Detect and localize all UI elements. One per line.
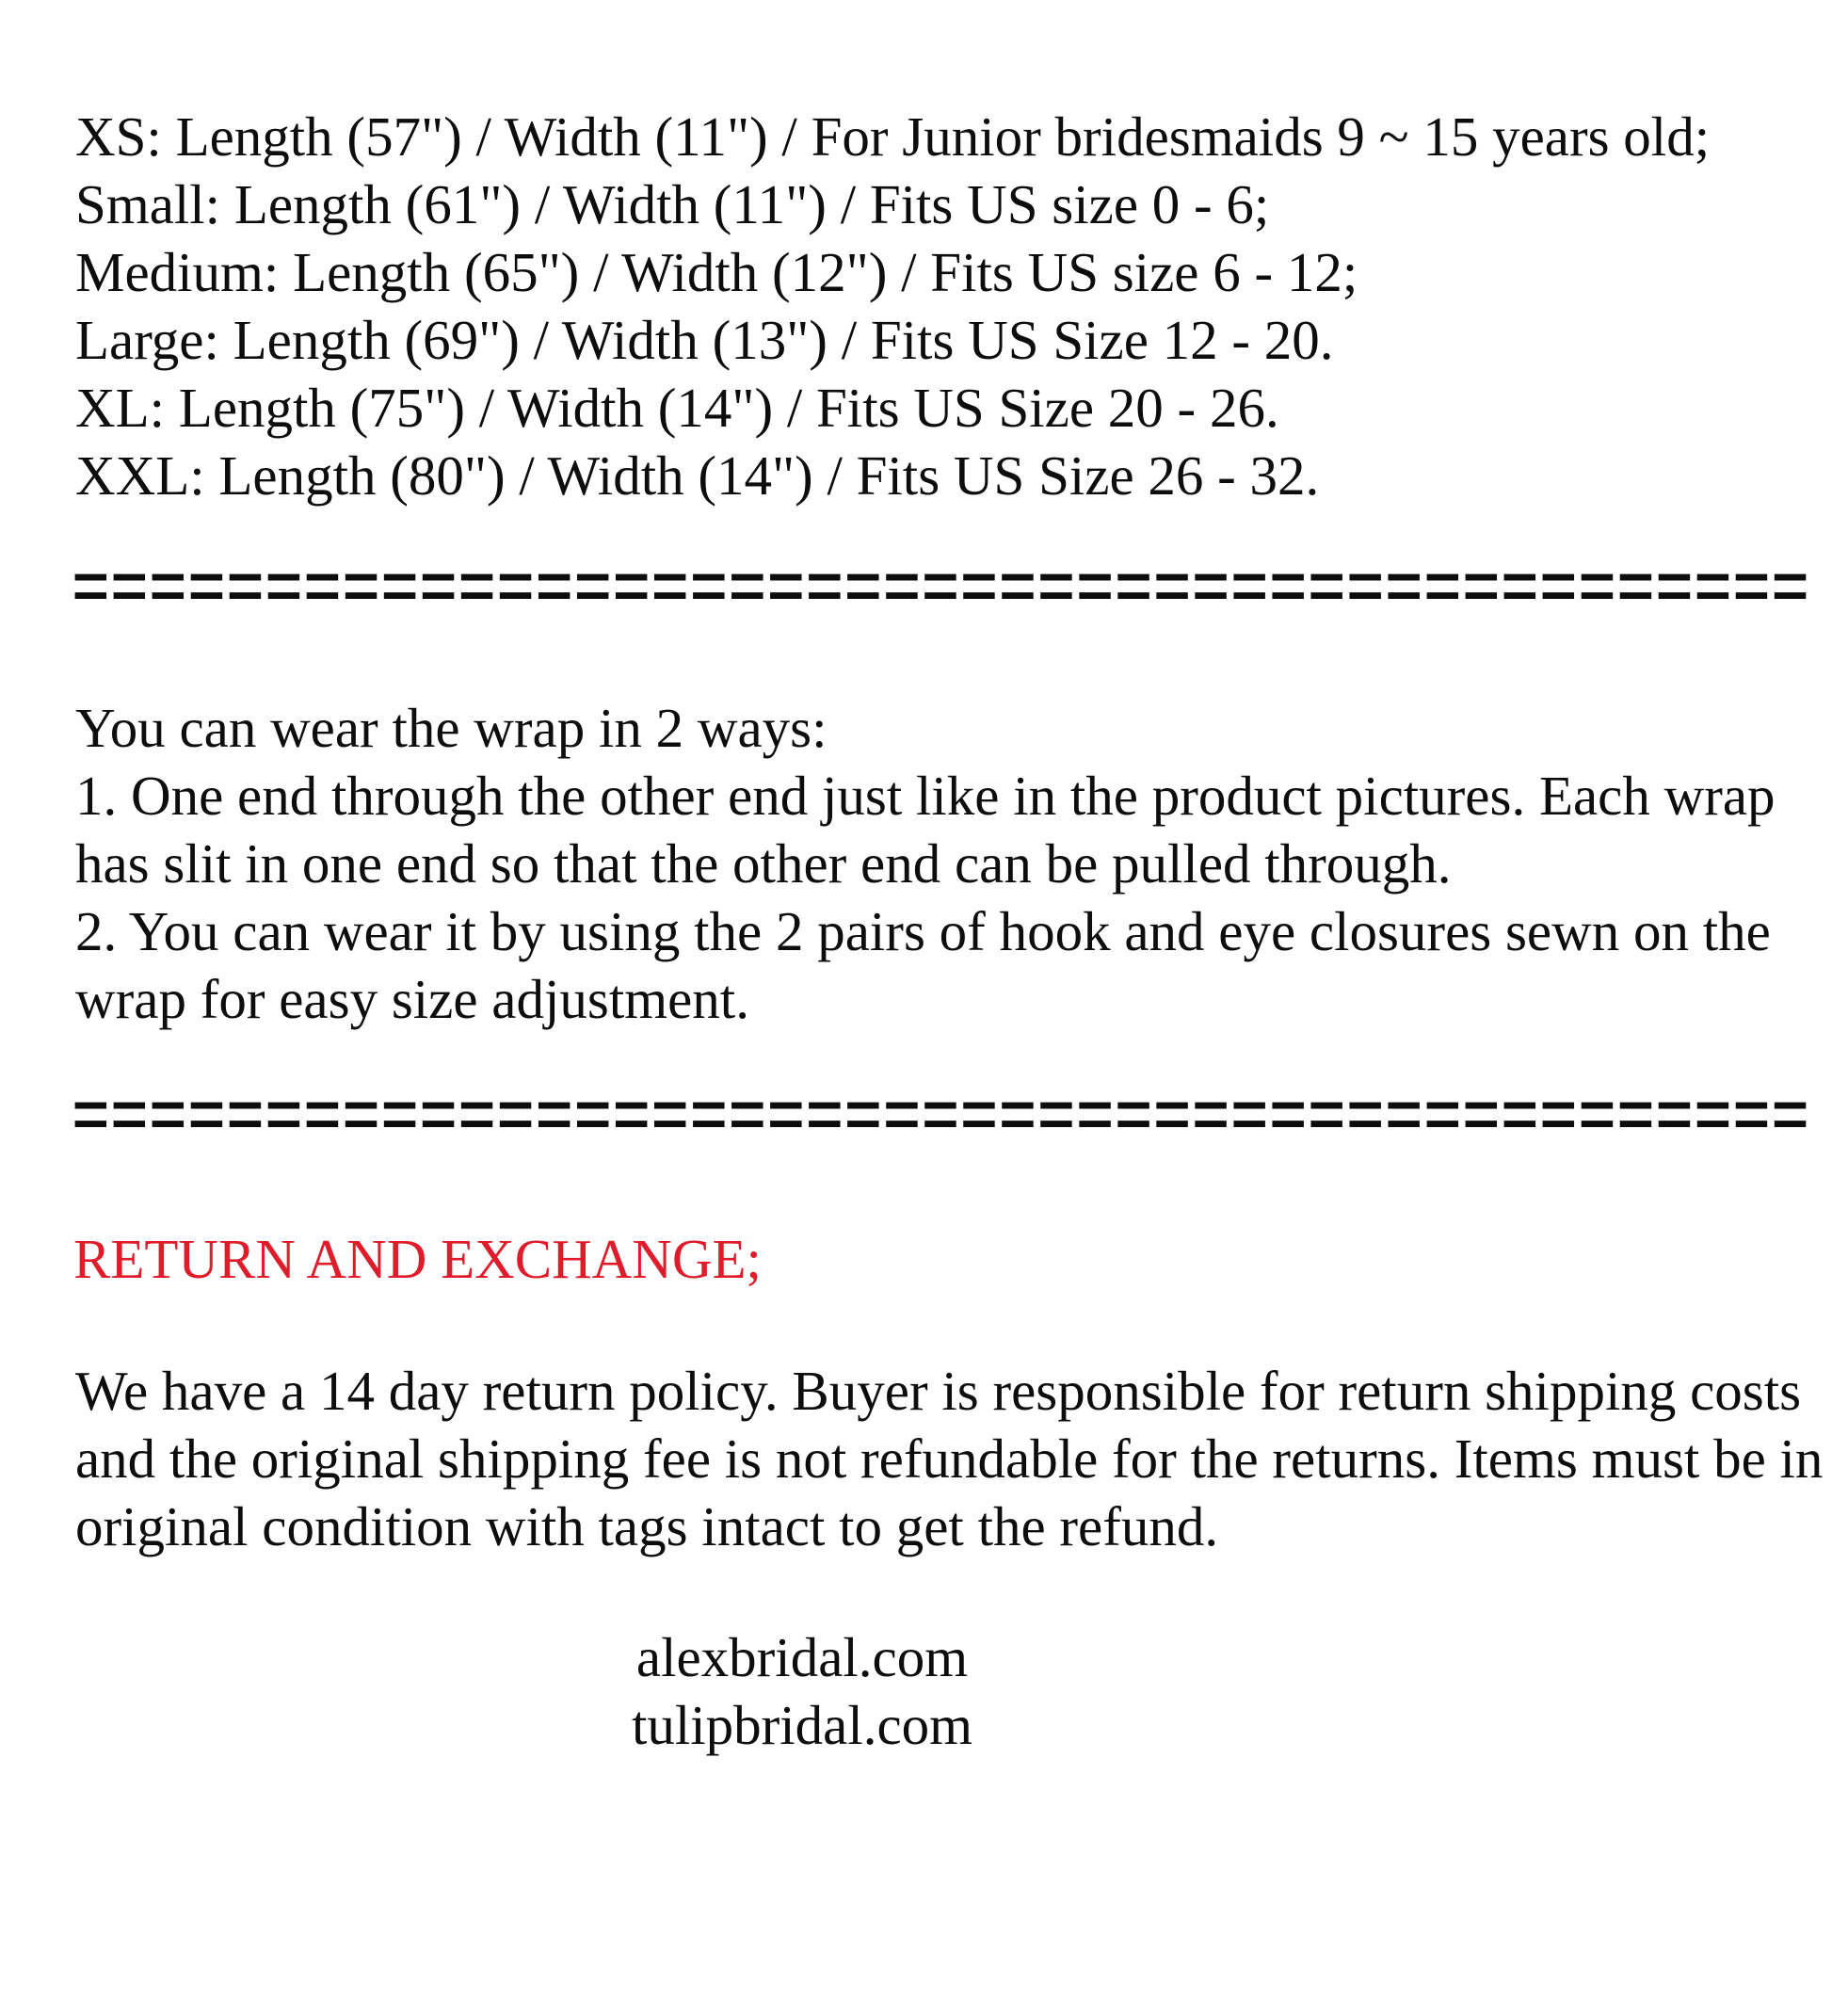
size-line-xs: XS: Length (57") / Width (11") / For Junior bridesmaids 9 ~ 15 years old; [75, 105, 1711, 168]
size-line-small: Small: Length (61") / Width (11") / Fits US size 0 - 6; [75, 173, 1270, 235]
website-names [0, 1623, 1604, 1759]
wear-way-2-cont: wrap for easy size adjustment. [75, 968, 749, 1030]
wear-way-2-line: 2. You can wear it by using the 2 pairs of hook and eye closures sewn on the [75, 900, 1771, 962]
policy-line-3: original condition with tags intact to get the refund. [75, 1495, 1219, 1557]
wear-way-1-line: 1. One end through the other end just like in the product pictures. Each wrap [75, 765, 1776, 827]
divider-line: ============================================= [72, 535, 1810, 637]
size-chart [75, 103, 1710, 509]
divider-line: ============================================= [72, 1063, 1810, 1166]
size-line-xxl: XXL: Length (80") / Width (14") / Fits US Size 26 - 32. [75, 444, 1320, 507]
policy-line-2: and the original shipping fee is not refundable for the returns. Items must be in [75, 1427, 1824, 1490]
wear-instructions [75, 694, 1776, 1033]
size-line-medium: Medium: Length (65") / Width (12") / Fits US size 6 - 12; [75, 241, 1358, 303]
website-alexbridal: alexbridal.com [635, 1626, 969, 1688]
policy-line-1: We have a 14 day return policy. Buyer is responsible for return shipping costs [75, 1360, 1802, 1422]
size-line-large: Large: Length (69") / Width (13") / Fits US Size 12 - 20. [75, 309, 1334, 371]
size-line-xl: XL: Length (75") / Width (14") / Fits US Size 20 - 26. [75, 377, 1279, 439]
wear-intro-line: You can wear the wrap in 2 ways: [75, 697, 828, 759]
return-policy-text [75, 1357, 1823, 1560]
return-exchange-heading: RETURN AND EXCHANGE; [73, 1228, 762, 1290]
wear-way-1-cont: has slit in one end so that the other end can be pulled through. [75, 832, 1452, 895]
website-tulipbridal: tulipbridal.com [631, 1694, 973, 1756]
